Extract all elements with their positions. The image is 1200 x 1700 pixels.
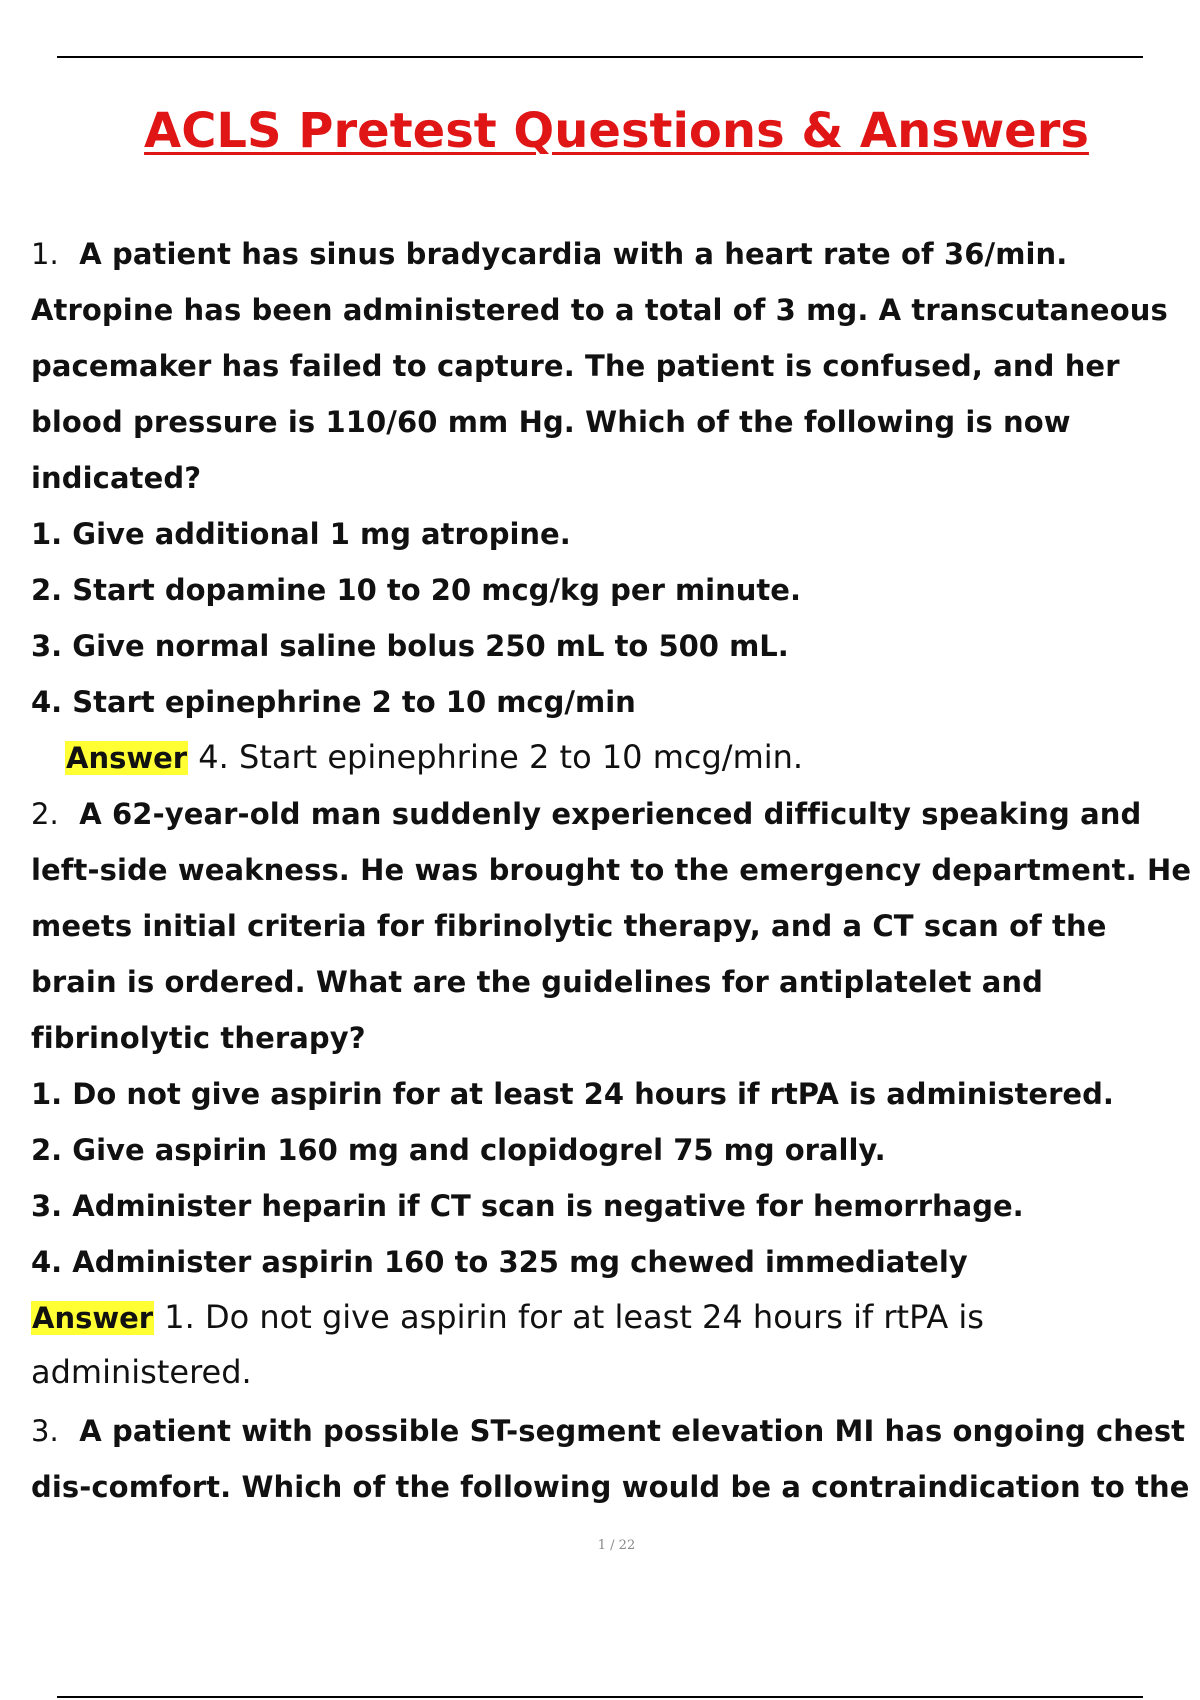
option-4: 4. Start epinephrine 2 to 10 mcg/min — [31, 685, 636, 719]
bottom-rule — [57, 1696, 1143, 1698]
question-text — [31, 226, 1196, 506]
answer-label: Answer — [66, 741, 188, 775]
question-number: 2. — [31, 797, 59, 831]
option-1: 1. Do not give aspirin for at least 24 hours if rtPA is administered. — [31, 1077, 1114, 1111]
page-number: 1 / 22 — [597, 1538, 636, 1553]
top-rule — [57, 56, 1143, 58]
answer-text: 1. Do not give aspirin for at least 24 hours if rtPA is administered. — [31, 1298, 984, 1391]
question-stem: A patient with possible ST-segment elevation MI has ongoing chest dis-comfort. Which of the following would be a contraindication to the — [31, 1414, 1190, 1504]
question-number: 3. — [31, 1414, 59, 1448]
question-1 — [31, 226, 1196, 785]
question-stem: A patient has sinus bradycardia with a heart rate of 36/min. Atropine has been administered to a total of 3 mg. A transcutaneous pacemaker has failed to capture. The patient is confused, and her blood pressure is 110/60 mm Hg. Which of the following is now indicated? — [31, 237, 1168, 495]
answer — [31, 730, 1196, 785]
answer-text: 4. Start epinephrine 2 to 10 mcg/min. — [198, 738, 804, 776]
question-number: 1. — [31, 237, 59, 271]
question-stem: A 62-year-old man suddenly experienced difficulty speaking and left-side weakness. He was brought to the emergency department. He meets initial criteria for fibrinolytic therapy, and a CT scan of the brain is ordered. What are the guidelines for antiplatelet and fibrinolytic therapy? — [31, 797, 1192, 1055]
option-3: 3. Give normal saline bolus 250 mL to 500 mL. — [31, 629, 789, 663]
question-text — [31, 786, 1196, 1066]
question-text — [31, 1403, 1196, 1515]
option-4: 4. Administer aspirin 160 to 325 mg chewed immediately — [31, 1245, 968, 1279]
answer-label: Answer — [32, 1301, 154, 1335]
option-2: 2. Start dopamine 10 to 20 mcg/kg per minute. — [31, 573, 801, 607]
option-1: 1. Give additional 1 mg atropine. — [31, 517, 571, 551]
page-title: ACLS Pretest Questions & Answers — [144, 103, 1089, 159]
option-2: 2. Give aspirin 160 mg and clopidogrel 75 mg orally. — [31, 1133, 886, 1167]
answer — [31, 1290, 1031, 1399]
option-3: 3. Administer heparin if CT scan is negative for hemorrhage. — [31, 1189, 1024, 1223]
question-2 — [31, 786, 1196, 1399]
question-3 — [31, 1403, 1196, 1515]
